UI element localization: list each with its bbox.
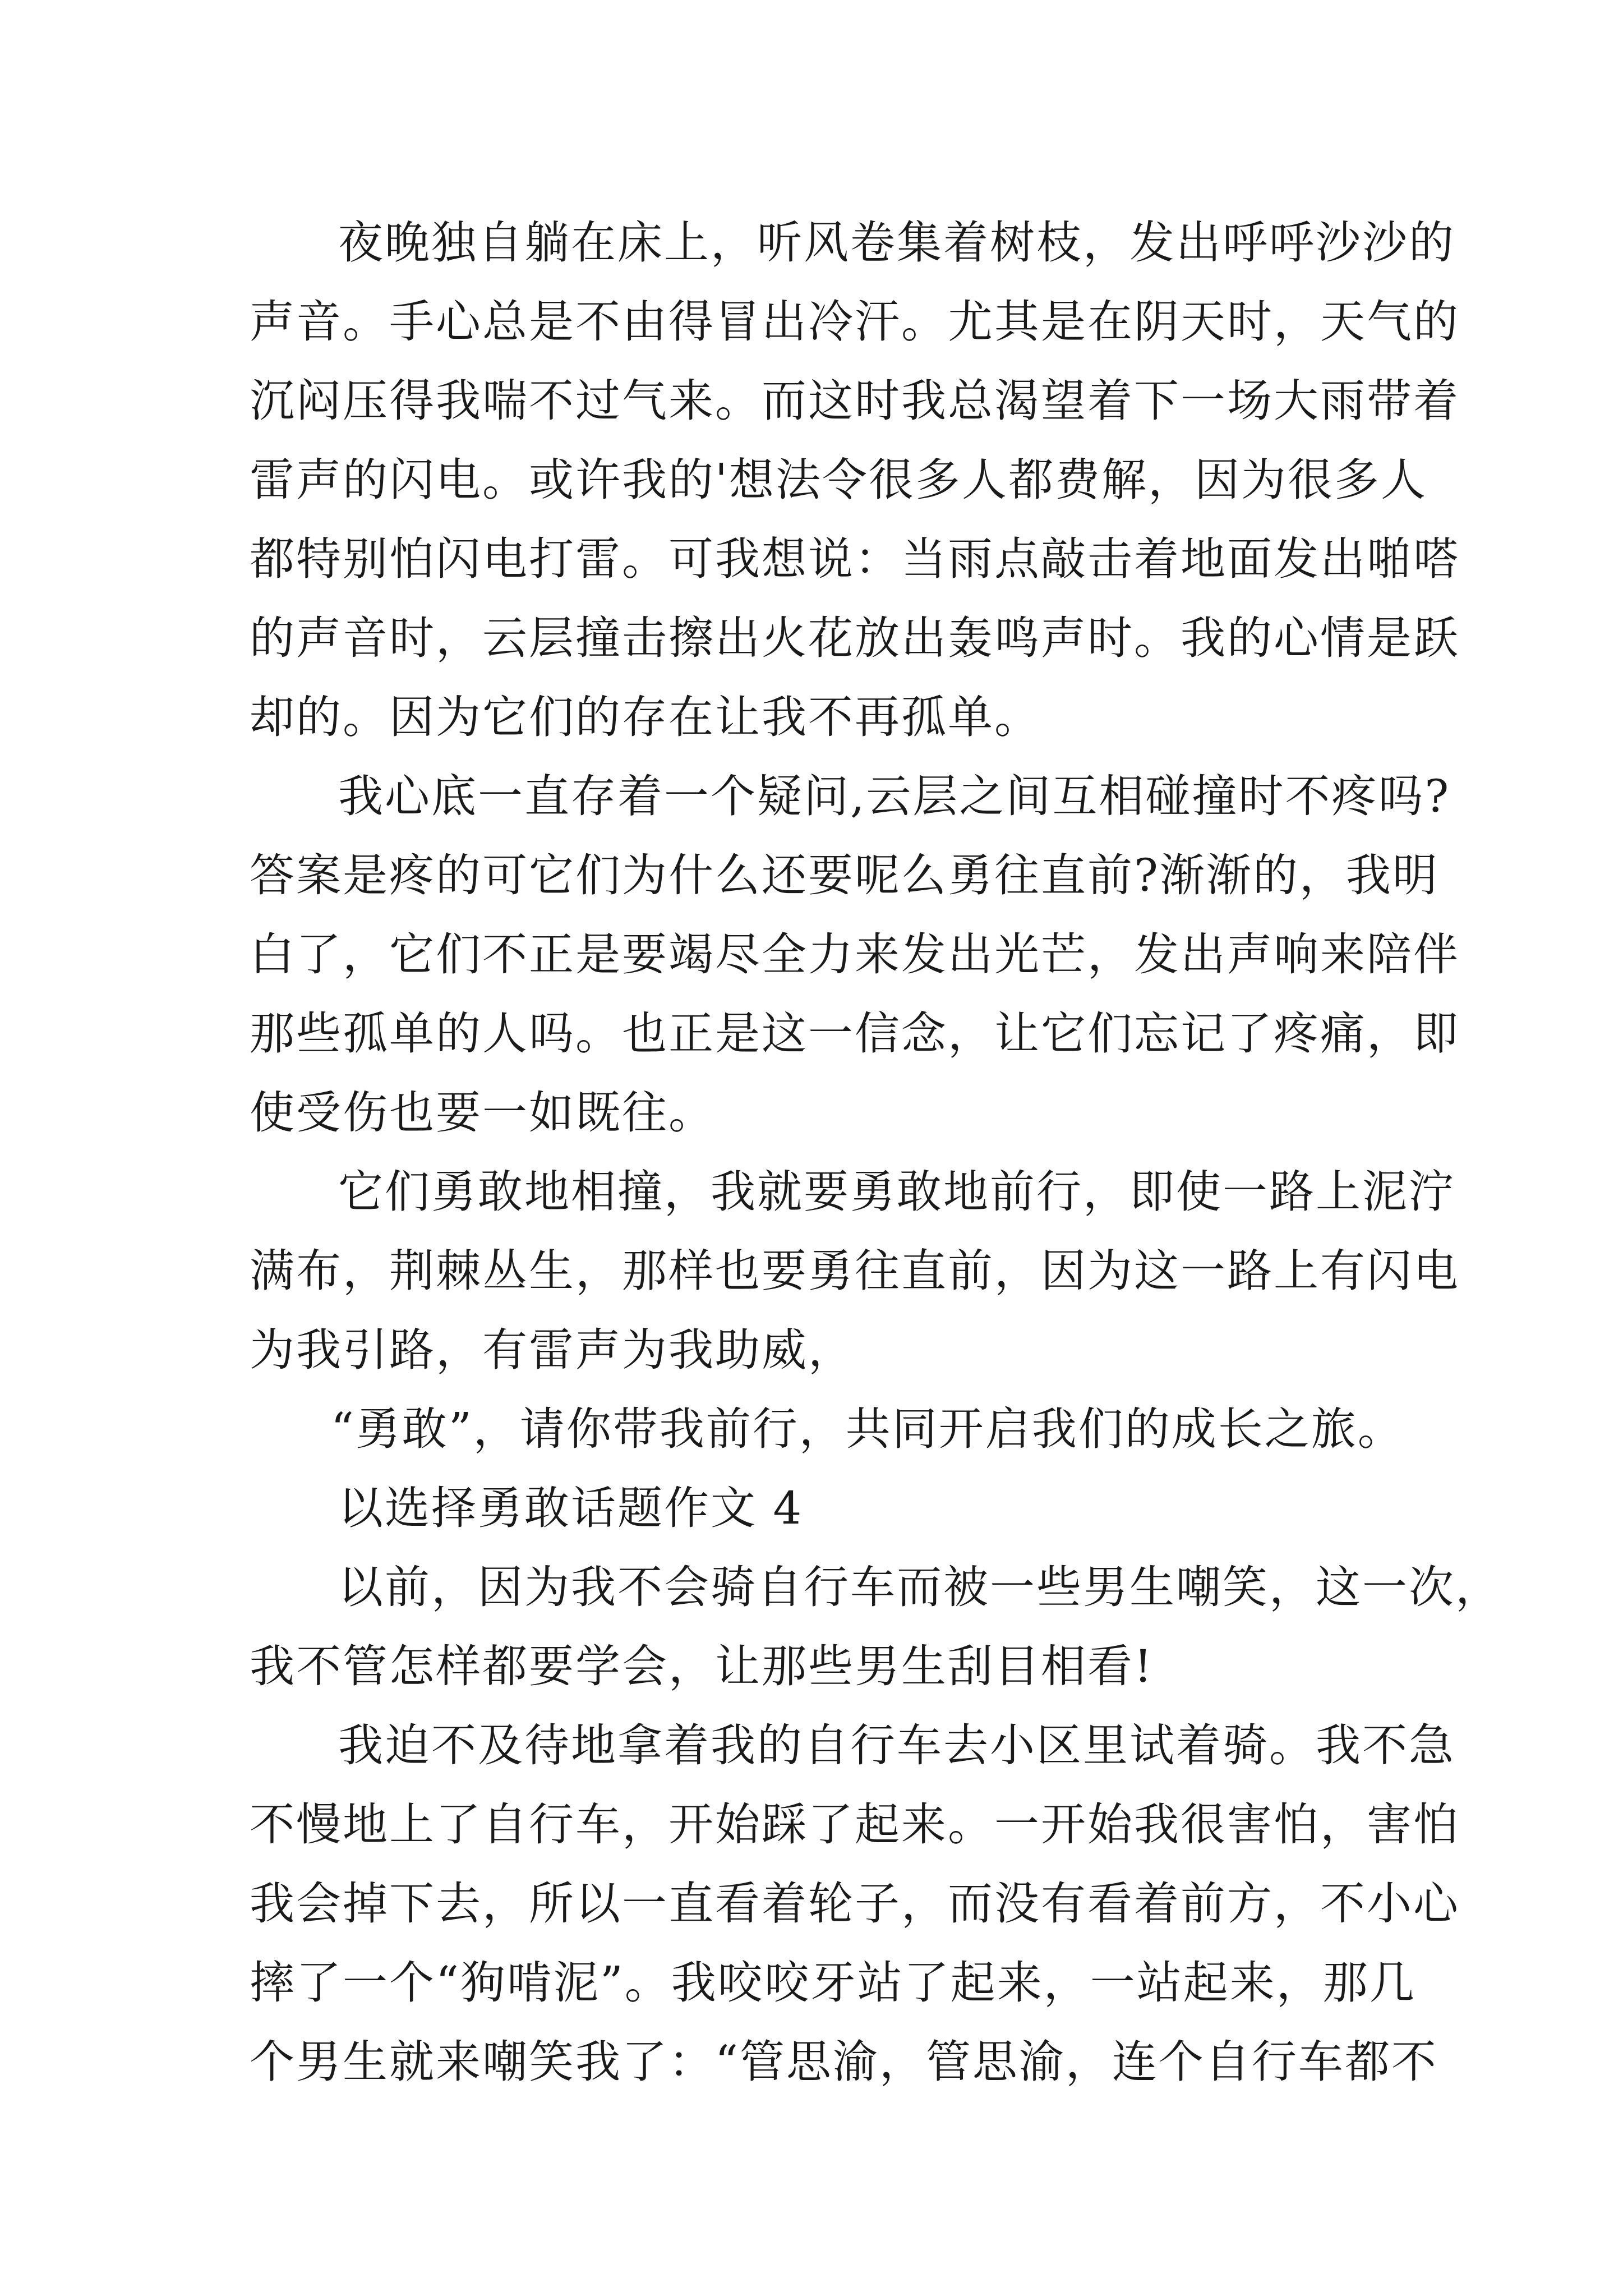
text-line: 以前，因为我不会骑自行车而被一些男生嘲笑，这一次， <box>338 1561 1502 1613</box>
text-line: 夜晚独自躺在床上，听风卷集着树枝，发出呼呼沙沙的 <box>338 217 1455 269</box>
text-line: 声音。手心总是不由得冒出冷汗。尤其是在阴天时，天气的 <box>250 296 1460 348</box>
text-line: 的声音时，云层撞击擦出火花放出轰鸣声时。我的心情是跃 <box>250 612 1460 664</box>
heading-line: 以选择勇敢话题作文 4 <box>338 1482 804 1534</box>
text-line: 不慢地上了自行车，开始踩了起来。一开始我很害怕，害怕 <box>250 1798 1460 1851</box>
text-line: 我会掉下去，所以一直看着轮子，而没有看着前方，不小心 <box>250 1878 1460 1930</box>
text-line: 摔了一个“狗啃泥”。我咬咬牙站了起来，一站起来，那几 <box>250 1957 1416 2009</box>
paragraph-2 <box>250 757 1460 1152</box>
text-line: “勇敢”，请你带我前行，共同开启我们的成长之旅。 <box>331 1403 1404 1455</box>
text-line: 为我引路，有雷声为我助威， <box>250 1324 855 1376</box>
text-line: 个男生就来嘲笑我了：“管思渝，管思渝，连个自行车都不 <box>250 2036 1438 2088</box>
text-line: 沉闷压得我喘不过气来。而这时我总渴望着下一场大雨带着 <box>250 375 1460 427</box>
text-line: 使受伤也要一如既往。 <box>250 1087 715 1139</box>
paragraph-6 <box>250 1706 1460 2101</box>
text-line: 却的。因为它们的存在让我不再孤单。 <box>250 691 1041 743</box>
paragraph-1 <box>250 203 1460 757</box>
text-line: 白了，它们不正是要竭尽全力来发出光芒，发出声响来陪伴 <box>250 928 1460 981</box>
text-line: 雷声的闪电。或许我的'想法令很多人都费解，因为很多人 <box>250 454 1427 506</box>
text-line: 我心底一直存着一个疑问,云层之间互相碰撞时不疼吗? <box>338 770 1451 822</box>
text-line: 它们勇敢地相撞，我就要勇敢地前行，即使一路上泥泞 <box>338 1166 1455 1218</box>
section-heading <box>250 1469 1377 1548</box>
text-line: 我不管怎样都要学会，让那些男生刮目相看! <box>250 1640 1154 1692</box>
text-line: 我迫不及待地拿着我的自行车去小区里试着骑。我不急 <box>338 1719 1455 1772</box>
text-line: 那些孤单的人吗。也正是这一信念，让它们忘记了疼痛，即 <box>250 1007 1460 1060</box>
document-body <box>250 203 1502 2101</box>
paragraph-4 <box>250 1389 1404 1469</box>
text-line: 都特别怕闪电打雷。可我想说：当雨点敲击着地面发出啪嗒 <box>250 533 1460 585</box>
text-line: 答案是疼的可它们为什么还要呢么勇往直前?渐渐的，我明 <box>250 849 1439 901</box>
text-line: 满布，荆棘丛生，那样也要勇往直前，因为这一路上有闪电 <box>250 1245 1460 1297</box>
paragraph-5 <box>250 1548 1502 1706</box>
paragraph-3 <box>250 1152 1460 1389</box>
